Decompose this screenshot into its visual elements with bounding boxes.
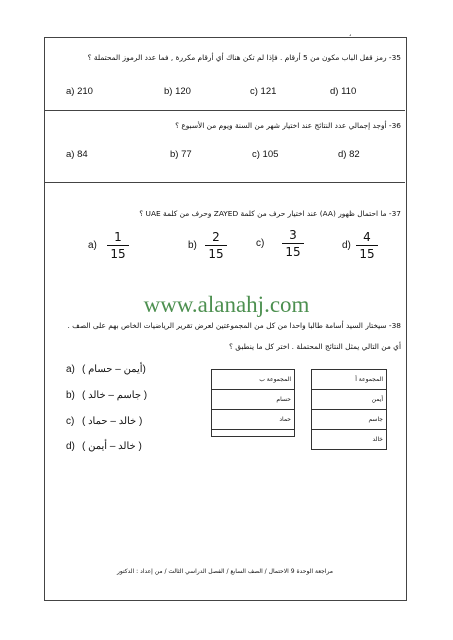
group-a-table [311, 369, 387, 450]
group-b-member: حماد [212, 410, 295, 430]
denominator: 15 [285, 245, 301, 259]
q36-option-a[interactable]: a) 84 [66, 149, 88, 160]
group-a-member: أيمن [312, 390, 387, 410]
group-a-title: المجموعة أ [312, 370, 387, 390]
divider [45, 110, 405, 111]
q37-option-a-fraction [105, 230, 131, 261]
tick-mark: ، [349, 30, 352, 38]
question-38-subtext: أي من التالي يمثل النتائج المحتملة . اختر كل ما ينطبق ؟ [229, 342, 401, 351]
q38-option-b-label[interactable]: b) [66, 390, 75, 401]
q38-option-c-value[interactable]: ( خالد – حماد ) [82, 416, 143, 427]
question-37-text: 37- ما احتمال ظهور (AA) عند اختيار حرف من كلمة ZAYED وحرف من كلمة UAE ؟ [139, 209, 401, 218]
q37-option-b-fraction [203, 230, 229, 261]
denominator: 15 [110, 247, 126, 261]
group-b-title: المجموعة ب [212, 370, 295, 390]
question-38-text: 38- سيختار السيد أسامة طالبا واحدا من كل من المجموعتين لعرض تقرير الرياضيات الخاص بهم على الصف . [67, 321, 401, 330]
question-36-text: 36- أوجد إجمالي عدد النتائج عند اختيار شهر من السنة ويوم من الأسبوع ؟ [175, 121, 401, 130]
group-b-member: حسام [212, 390, 295, 410]
numerator: 1 [114, 230, 122, 244]
q35-option-c[interactable]: c) 121 [250, 86, 277, 97]
q38-option-d-label[interactable]: d) [66, 441, 75, 452]
question-35-text: 35- رمز قفل الباب مكون من 5 أرقام . فإذا لم تكن هناك أي أرقام مكررة , فما عدد الرموز المحتملة ؟ [87, 53, 401, 62]
q37-option-d-label[interactable]: d) [342, 240, 351, 251]
q37-option-b-label[interactable]: b) [188, 240, 197, 251]
numerator: 4 [363, 230, 371, 244]
numerator: 3 [289, 228, 297, 242]
denominator: 15 [359, 247, 375, 261]
divider [45, 182, 405, 183]
q37-option-d-fraction [354, 230, 380, 261]
q35-option-b[interactable]: b) 120 [164, 86, 191, 97]
q37-option-c-fraction [280, 228, 306, 259]
group-b-table [211, 369, 295, 437]
group-a-member: جاسم [312, 410, 387, 430]
q38-option-c-label[interactable]: c) [66, 416, 75, 427]
group-a-member: خالد [312, 430, 387, 450]
q35-option-a[interactable]: a) 210 [66, 86, 93, 97]
q35-option-d[interactable]: d) 110 [330, 86, 357, 97]
q38-option-a-label[interactable]: a) [66, 364, 75, 375]
page-footer: مراجعة الوحدة 9 الاحتمال / الصف السابع / الفصل الدراسي الثالث / من إعداد : الدكتور [116, 568, 334, 575]
numerator: 2 [212, 230, 220, 244]
q36-option-d[interactable]: d) 82 [338, 149, 360, 160]
q37-option-a-label[interactable]: a) [88, 240, 97, 251]
q38-option-a-value[interactable]: (أيمن – حسام ) [82, 364, 146, 375]
q36-option-c[interactable]: c) 105 [252, 149, 279, 160]
q36-option-b[interactable]: b) 77 [170, 149, 192, 160]
denominator: 15 [208, 247, 224, 261]
q37-option-c-label[interactable]: c) [256, 238, 265, 249]
q38-option-d-value[interactable]: ( خالد – أيمن ) [82, 441, 142, 452]
watermark: www.alanahj.com [143, 292, 310, 317]
q38-option-b-value[interactable]: ( جاسم – خالد ) [82, 390, 148, 401]
